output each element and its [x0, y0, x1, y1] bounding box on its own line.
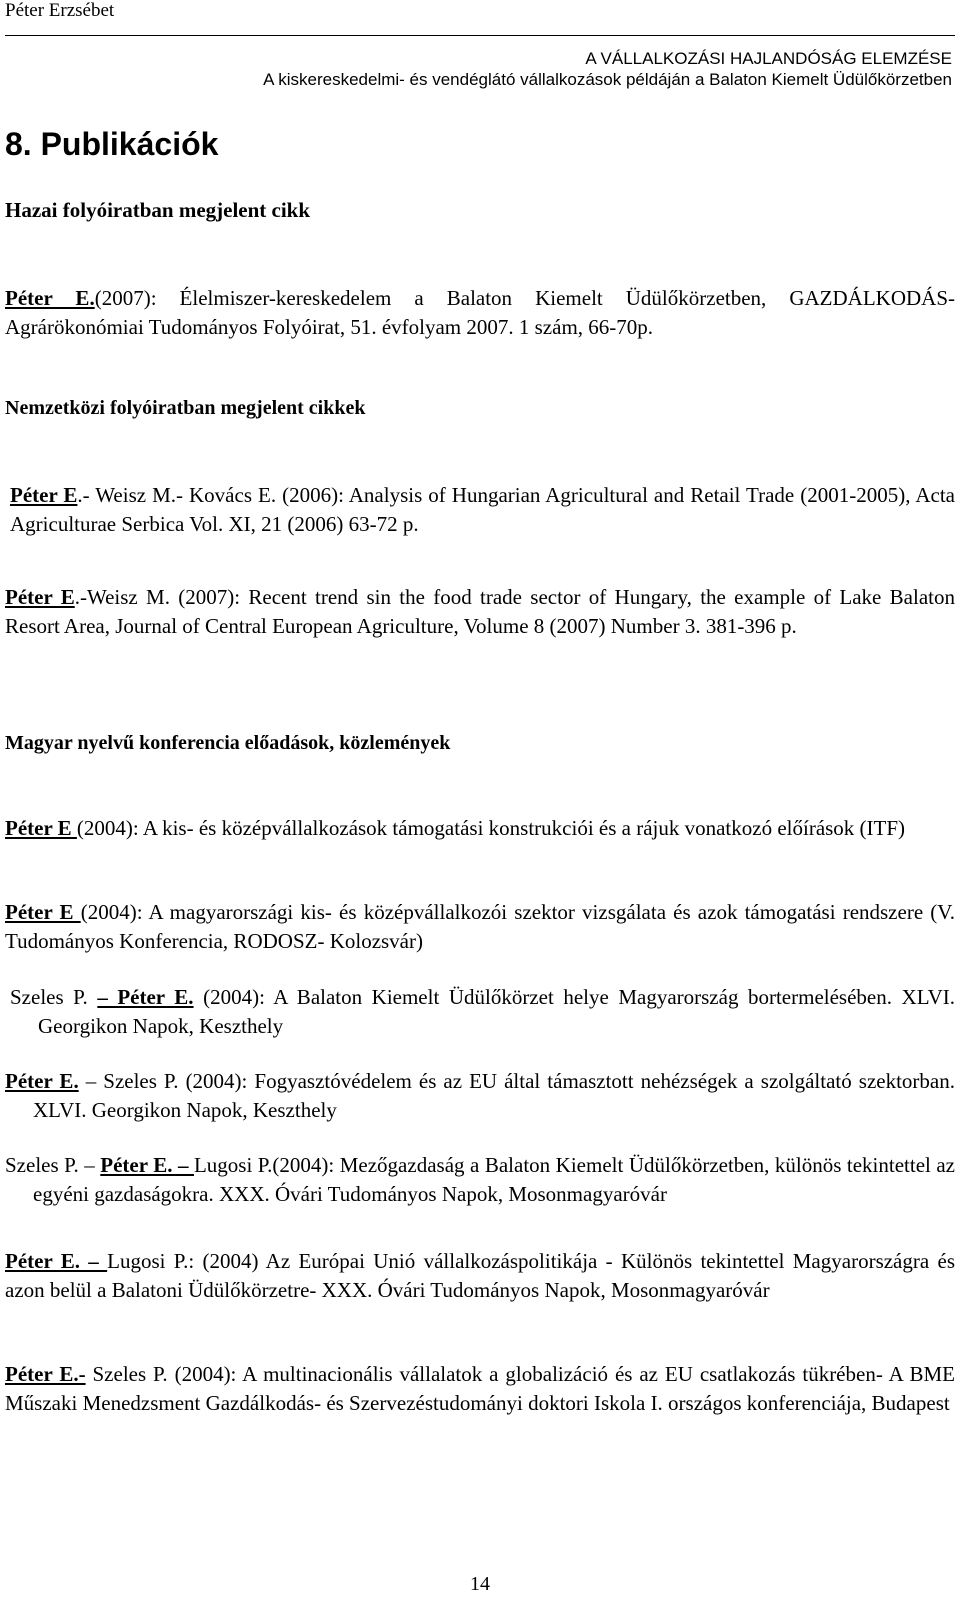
publication-details: Lugosi P.: (2004) Az Európai Unió vállalkozáspolitikája - Különös tekintettel Magyarországra és azon belül a Balatoni Üdülőkörzetre- XXX. Óvári Tudományos Napok, Mosonmagyaróvár: [5, 1249, 956, 1302]
publication-entry: [5, 583, 955, 641]
publication-entry: [5, 898, 955, 956]
publication-details: – Szeles P. (2004): Fogyasztóvédelem és az EU által támasztott nehézségek a szolgáltató szektorban. XLVI. Georgikon Napok, Keszthely: [33, 1069, 955, 1122]
publication-entry: [10, 983, 955, 1041]
publication-coauthor: Szeles P. –: [5, 1153, 101, 1177]
publication-details: Szeles P. (2004): A multinacionális vállalatok a globalizáció és az EU csatlakozás tükrében- A BME Műszaki Menedzsment Gazdálkodás- és Szervezéstudományi doktori Iskola I. országos konferenciája, Budapest: [5, 1362, 956, 1415]
publication-entry: [5, 1247, 955, 1305]
header-rule: [5, 35, 955, 36]
publication-details: (2004): A magyarországi kis- és középvállalkozói szektor vizsgálata és azok támogatási rendszere (V. Tudományos Konferencia, RODOSZ- Kolozsvár): [5, 900, 955, 953]
running-header-title-block: [263, 48, 952, 90]
publication-author: Péter E: [5, 816, 77, 840]
publication-author: – Péter E.: [97, 985, 194, 1009]
page-number: 14: [470, 1573, 490, 1595]
publication-entry: [10, 481, 955, 539]
publication-author: Péter E. –: [5, 1249, 108, 1273]
publication-entry: [5, 1360, 955, 1418]
publication-entry: [5, 284, 955, 342]
running-header-subtitle: A kiskereskedelmi- és vendéglátó vállalkozások példáján a Balaton Kiemelt Üdülőkörzetben: [263, 70, 952, 89]
chapter-title: 8. Publikációk: [5, 126, 219, 162]
publication-author: Péter E: [5, 585, 75, 609]
section-heading-conference: Magyar nyelvű konferencia előadások, közlemények: [5, 732, 451, 754]
publication-author: Péter E.-: [5, 1362, 86, 1386]
section-heading-international: Nemzetközi folyóiratban megjelent cikkek: [5, 397, 366, 419]
running-header-title: A VÁLLALKOZÁSI HAJLANDÓSÁG ELEMZÉSE: [585, 49, 952, 68]
publication-details: (2004): A Balaton Kiemelt Üdülőkörzet helye Magyarország bortermelésében. XLVI. Georgikon Napok, Keszthely: [38, 985, 955, 1038]
publication-details: Lugosi P.(2004): Mezőgazdaság a Balaton Kiemelt Üdülőkörzetben, különös tekintettel az egyéni gazdaságokra. XXX. Óvári Tudományos Napok, Mosonmagyaróvár: [33, 1153, 956, 1206]
publication-author: Péter E.: [5, 1069, 79, 1093]
publication-author: Péter E: [5, 900, 81, 924]
publication-details: (2004): A kis- és középvállalkozások támogatási konstrukciói és a rájuk vonatkozó előírások (ITF): [76, 816, 906, 840]
running-header-author: Péter Erzsébet: [5, 0, 115, 21]
publication-details: .- Weisz M.- Kovács E. (2006): Analysis of Hungarian Agricultural and Retail Trade (2001-2005), Acta Agriculturae Serbica Vol. XI, 21 (2006) 63-72 p.: [10, 483, 955, 536]
publication-author: Péter E.: [5, 286, 95, 310]
publication-details: (2007): Élelmiszer-kereskedelem a Balaton Kiemelt Üdülőkörzetben, GAZDÁLKODÁS- Agrárökonómiai Tudományos Folyóirat, 51. évfolyam 2007. 1 szám, 66-70p.: [5, 286, 955, 339]
publication-coauthor: Szeles P.: [10, 985, 98, 1009]
publication-author: Péter E. –: [100, 1153, 194, 1177]
publication-entry: [5, 1067, 955, 1125]
publication-entry: [5, 814, 955, 843]
publication-entry: [5, 1151, 955, 1209]
publication-details: .-Weisz M. (2007): Recent trend sin the food trade sector of Hungary, the example of Lake Balaton Resort Area, Journal of Central European Agriculture, Volume 8 (2007) Number 3. 381-396 p.: [5, 585, 955, 638]
section-heading-domestic: Hazai folyóiratban megjelent cikk: [5, 198, 311, 222]
publication-author: Péter E: [10, 483, 78, 507]
